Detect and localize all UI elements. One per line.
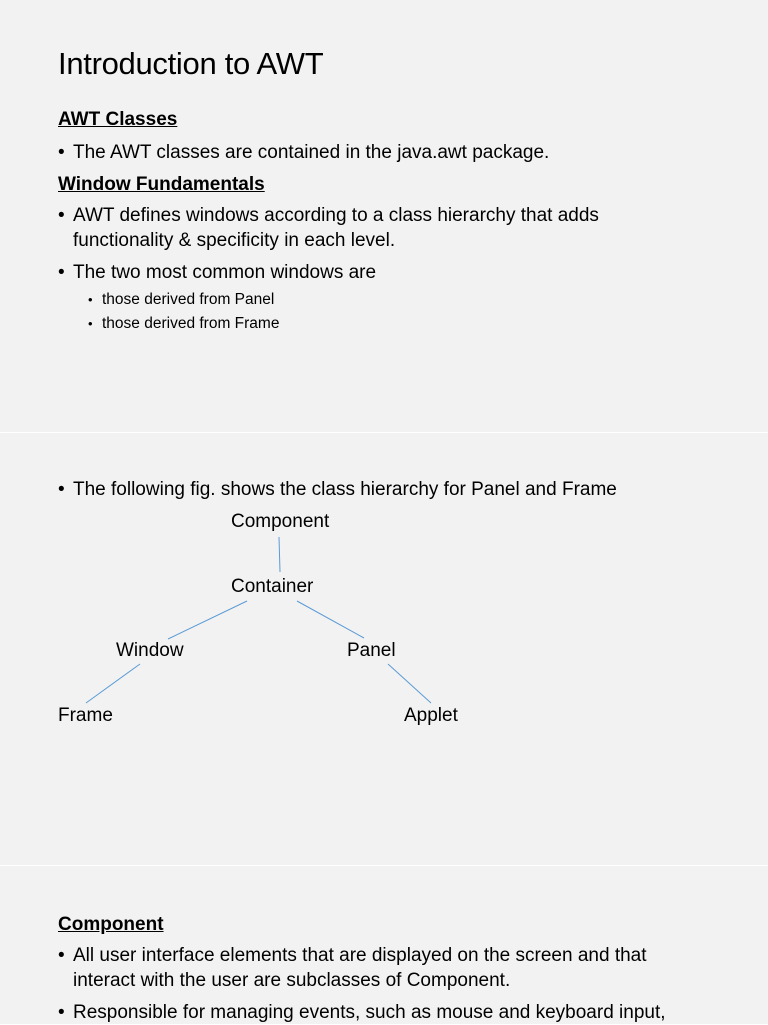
bullet-text-line1: All user interface elements that are displayed on the screen and that bbox=[73, 945, 647, 966]
bullet-text: The AWT classes are contained in the java.awt package. bbox=[73, 142, 550, 163]
connector-container-window bbox=[168, 601, 247, 639]
node-frame: Frame bbox=[58, 705, 113, 726]
sub-bullet-dot: • bbox=[88, 292, 93, 307]
sub-bullet-text: those derived from Panel bbox=[102, 291, 275, 308]
heading-window-fundamentals: Window Fundamentals bbox=[58, 174, 265, 195]
connector-window-frame bbox=[86, 664, 140, 703]
node-applet: Applet bbox=[404, 705, 458, 726]
connector-panel-applet bbox=[388, 664, 431, 703]
slide-title: Introduction to AWT bbox=[58, 46, 324, 81]
bullet-text: Responsible for managing events, such as mouse and keyboard input, bbox=[73, 1002, 666, 1023]
connector-container-panel bbox=[297, 601, 364, 638]
bullet-dot: • bbox=[58, 142, 65, 163]
bullet-dot: • bbox=[58, 262, 65, 283]
node-window: Window bbox=[116, 640, 184, 661]
bullet-text-line2: functionality & specificity in each level. bbox=[73, 230, 396, 251]
slide-2 bbox=[0, 433, 768, 865]
node-container: Container bbox=[231, 576, 314, 597]
node-component: Component bbox=[231, 511, 330, 532]
connector-component-container bbox=[279, 537, 280, 572]
sub-bullet-text: those derived from Frame bbox=[102, 315, 280, 332]
bullet-dot: • bbox=[58, 205, 65, 226]
heading-component: Component bbox=[58, 914, 164, 935]
bullet-dot: • bbox=[58, 945, 65, 966]
bullet-text-line1: AWT defines windows according to a class hierarchy that adds bbox=[73, 205, 599, 226]
bullet-text: The following fig. shows the class hierarchy for Panel and Frame bbox=[73, 479, 617, 500]
slide-1 bbox=[0, 0, 768, 432]
node-panel: Panel bbox=[347, 640, 396, 661]
bullet-dot: • bbox=[58, 1002, 65, 1023]
sub-bullet-dot: • bbox=[88, 316, 93, 331]
slide-3 bbox=[0, 866, 768, 1024]
heading-awt-classes: AWT Classes bbox=[58, 109, 178, 130]
bullet-text: The two most common windows are bbox=[73, 262, 377, 283]
bullet-text-line2: interact with the user are subclasses of Component. bbox=[73, 970, 511, 991]
bullet-dot: • bbox=[58, 479, 65, 500]
